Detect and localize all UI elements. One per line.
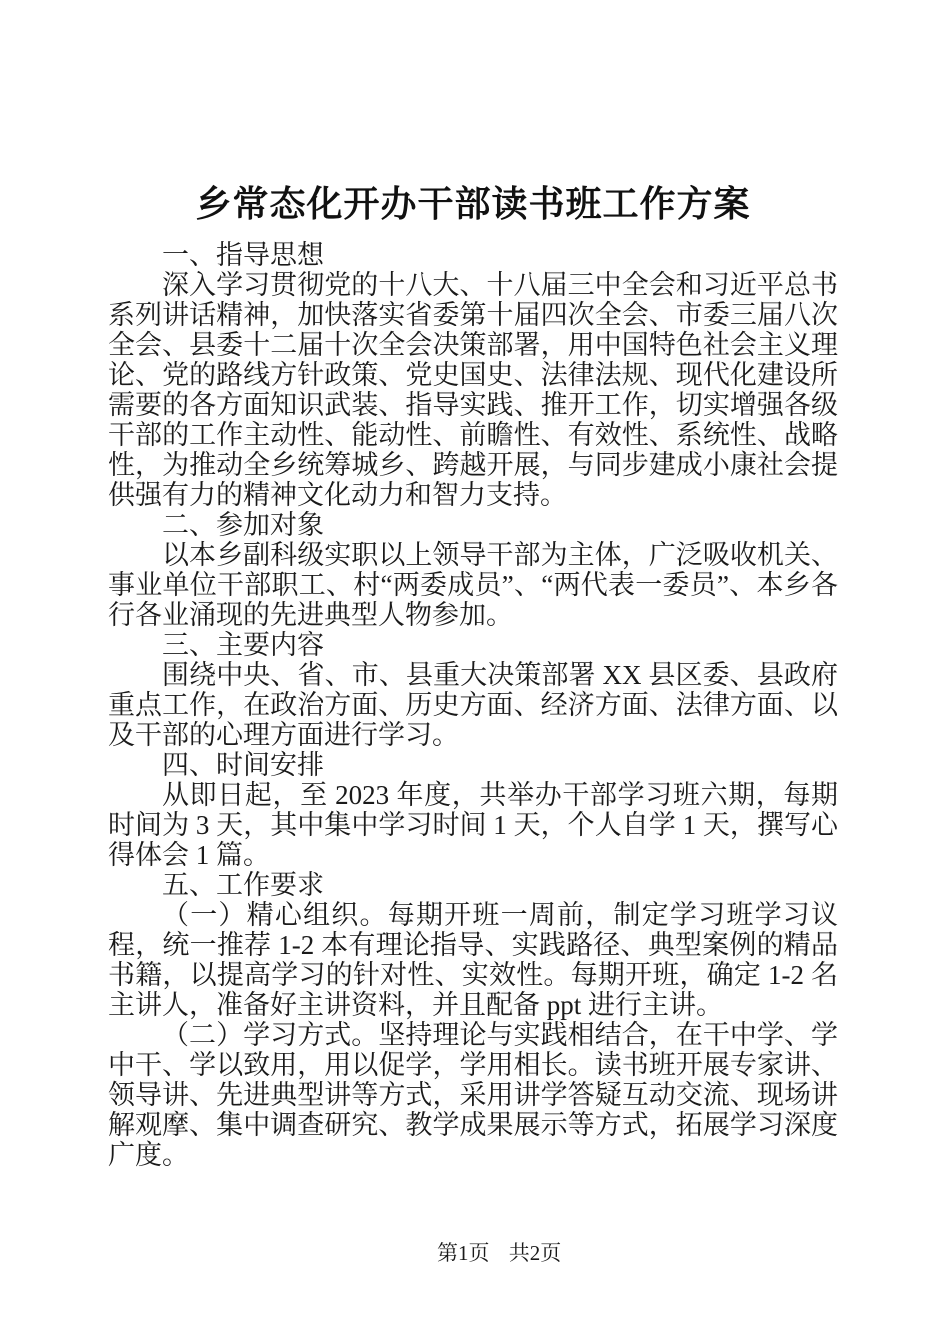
para-main-content: 围绕中央、省、市、县重大决策部署 XX 县区委、县政府重点工作，在政治方面、历史方面、经济方面、法律方面、以及干部的心理方面进行学习。: [108, 660, 838, 750]
para-careful-organization: （一）精心组织。每期开班一周前，制定学习班学习议程，统一推荐 1-2 本有理论指导、实践路径、典型案例的精品书籍，以提高学习的针对性、实效性。每期开班，确定 1-2 名主讲人，准备好主讲资料，并且配备 ppt 进行主讲。: [108, 900, 838, 1020]
heading-main-content: 三、主要内容: [162, 630, 324, 660]
para-participants: 以本乡副科级实职以上领导干部为主体，广泛吸收机关、事业单位干部职工、村“两委成员”、“两代表一委员”、本乡各行各业涌现的先进典型人物参加。: [108, 540, 838, 630]
page-number: 第1页: [437, 1241, 490, 1265]
para-schedule: 从即日起，至 2023 年度，共举办干部学习班六期，每期时间为 3 天，其中集中学习时间 1 天，个人自学 1 天，撰写心得体会 1 篇。: [108, 780, 838, 870]
heading-work-requirements: 五、工作要求: [162, 870, 324, 900]
heading-schedule: 四、时间安排: [162, 750, 324, 780]
document-title: 乡常态化开办干部读书班工作方案: [195, 184, 751, 224]
heading-participants: 二、参加对象: [162, 510, 324, 540]
document-content: [108, 180, 838, 1170]
page-total: 共2页: [508, 1241, 562, 1265]
para-learning-methods: （二）学习方式。坚持理论与实践相结合，在干中学、学中干、学以致用，用以促学，学用相长。读书班开展专家讲、领导讲、先进典型讲等方式，采用讲学答疑互动交流、现场讲解观摩、集中调查研究、教学成果展示等方式，拓展学习深度广度。: [108, 1020, 838, 1170]
heading-guiding-ideology: 一、指导思想: [162, 240, 324, 270]
page-footer: [437, 1241, 561, 1265]
para-guiding-ideology: 深入学习贯彻党的十八大、十八届三中全会和习近平总书系列讲话精神，加快落实省委第十届四次全会、市委三届八次全会、县委十二届十次全会决策部署，用中国特色社会主义理论、党的路线方针政策、党史国史、法律法规、现代化建设所需要的各方面知识武装、指导实践、推开工作，切实增强各级干部的工作主动性、能动性、前瞻性、有效性、系统性、战略性，为推动全乡统筹城乡、跨越开展，与同步建成小康社会提供强有力的精神文化动力和智力支持。: [108, 270, 838, 510]
